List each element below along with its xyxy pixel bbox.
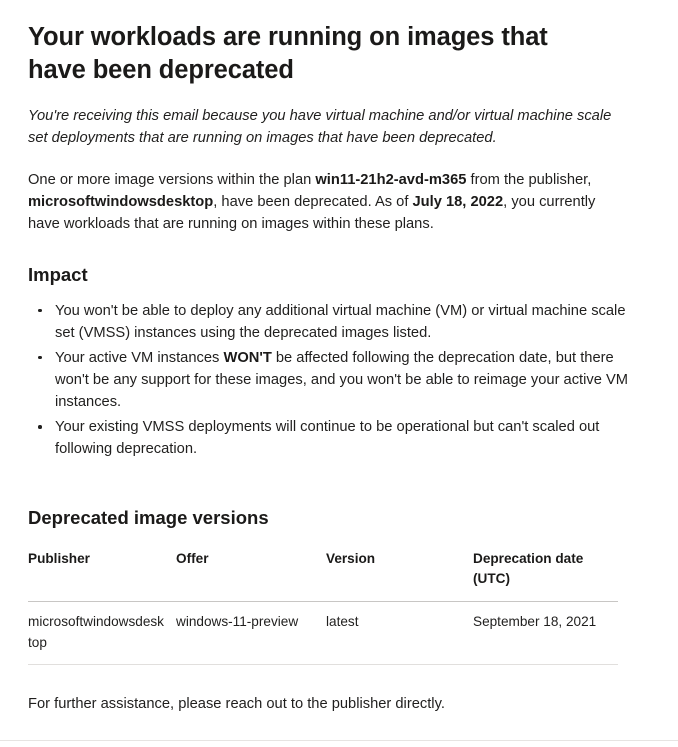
bullet-text-part-2: be affected following the deprecation date, but there won't be any support for these images, and you won't be able to reimage your active VM instances.	[55, 349, 629, 411]
summary-text-part-2: from the publisher,	[466, 171, 592, 188]
plan-name: win11-21h2-avd-m365	[315, 171, 467, 188]
list-item	[46, 300, 638, 344]
list-item	[46, 416, 638, 460]
bullet-text-part-1: You won't be able to deploy any additional virtual machine (VM) or virtual machine scale set (VMSS) instances using the deprecated images listed.	[55, 302, 626, 341]
list-item	[46, 347, 638, 413]
summary-text-part-3: , have been deprecated. As of	[213, 194, 413, 211]
as-of-date: July 18, 2022	[412, 194, 504, 211]
table-row	[28, 601, 618, 664]
notification-page	[0, 21, 678, 741]
column-header-version: Version	[326, 549, 473, 601]
table-header-row	[28, 549, 618, 601]
summary-text-part-1: One or more image versions within the plan	[28, 171, 316, 188]
column-header-publisher: Publisher	[28, 549, 176, 601]
bullet-emphasis: WON'T	[223, 349, 272, 366]
cell-version: latest	[326, 601, 473, 664]
column-header-offer: Offer	[176, 549, 326, 601]
cell-offer: windows-11-preview	[176, 601, 326, 664]
notification-content	[28, 21, 629, 715]
impact-heading: Impact	[28, 263, 88, 285]
summary-text-part-4: , you currently have workloads that are running on images within these plans.	[28, 194, 596, 233]
deprecated-versions-heading: Deprecated image versions	[28, 507, 269, 529]
deprecated-image-versions-table	[28, 549, 618, 665]
further-assistance-note: For further assistance, please reach out to the publisher directly.	[28, 695, 445, 712]
bullet-text-part-1: Your existing VMSS deployments will continue to be operational but can't scaled out following deprecation.	[55, 419, 600, 458]
cell-publisher: microsoftwindowsdesktop	[28, 601, 176, 664]
deprecation-summary-paragraph	[28, 169, 608, 236]
publisher-name: microsoftwindowsdesktop	[28, 194, 214, 211]
intro-italic-note: You're receiving this email because you have virtual machine and/or virtual machine scale set deployments that are running on images that have been deprecated.	[28, 108, 612, 147]
bullet-text-part-1: Your active VM instances	[55, 349, 224, 366]
cell-deprecation-date: September 18, 2021	[473, 601, 618, 664]
bottom-divider	[0, 740, 678, 741]
impact-bullet-list	[28, 300, 638, 460]
page-title: Your workloads are running on images that have been deprecated	[28, 23, 548, 85]
column-header-deprecation-date: Deprecation date (UTC)	[473, 549, 618, 601]
